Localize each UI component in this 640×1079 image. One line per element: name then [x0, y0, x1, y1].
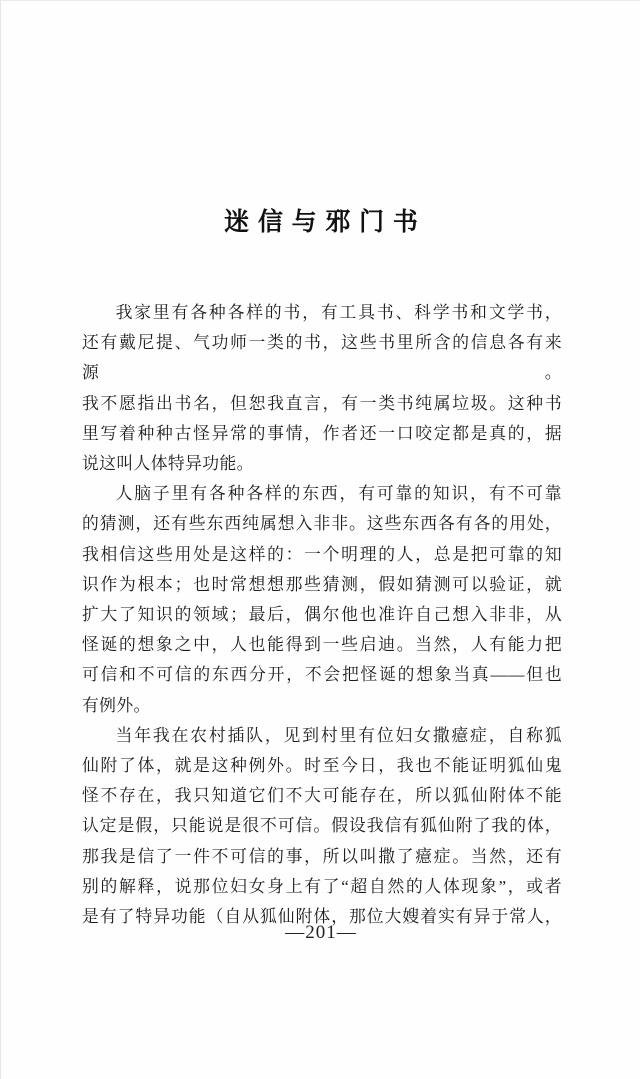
text-line: 我相信这些用处是这样的：一个明理的人，总是把可靠的知 [82, 544, 562, 564]
text-line: 可信和不可信的东西分开，不会把怪诞的想象当真——但也 [82, 665, 562, 685]
text-line: 还有戴尼提、气功师一类的书，这些书里所含的信息各有来源。 [82, 333, 562, 383]
text-line: 是有了特异功能（自从狐仙附体，那位大嫂着实有异于常人， [82, 907, 562, 927]
text-line: 当年我在农村插队，见到村里有位妇女撒癔症，自称狐 [115, 725, 562, 745]
text-line: 有例外。 [82, 695, 151, 715]
text-line: 的猜测，还有些东西纯属想入非非。这些东西各有各的用处， [82, 514, 562, 534]
text-line: 怪不存在，我只知道它们不大可能存在，所以狐仙附体不能 [82, 786, 562, 806]
text-line: 人脑子里有各种各样的东西，有可靠的知识，有不可靠 [115, 484, 562, 504]
page-number: —201— [285, 922, 357, 943]
text-line: 认定是假，只能说是很不可信。假设我信有狐仙附了我的体， [82, 816, 562, 836]
text-line: 仙附了体，就是这种例外。时至今日，我也不能证明狐仙鬼 [82, 756, 562, 776]
text-line: 里写着种种古怪异常的事情，作者还一口咬定都是真的，据 [82, 423, 562, 443]
page-title: 迷信与邪门书 [224, 209, 427, 236]
text-line: 我不愿指出书名，但恕我直言，有一类书纯属垃圾。这种书 [82, 393, 562, 413]
text-line: 那我是信了一件不可信的事，所以叫撒了癔症。当然，还有 [82, 846, 562, 866]
text-line: 说这叫人体特异功能。 [82, 454, 254, 474]
text-line: 怪诞的想象之中，人也能得到一些启迪。当然，人有能力把 [82, 635, 562, 655]
text-line: 我家里有各种各样的书，有工具书、科学书和文学书， [115, 303, 562, 322]
text-line: 扩大了知识的领域；最后，偶尔他也准许自己想入非非，从 [82, 605, 562, 625]
text-line: 别的解释，说那位妇女身上有了“超自然的人体现象”，或者 [82, 876, 562, 896]
body-text [82, 298, 562, 932]
text-line: 识作为根本；也时常想想那些猜测，假如猜测可以验证，就 [82, 574, 562, 594]
